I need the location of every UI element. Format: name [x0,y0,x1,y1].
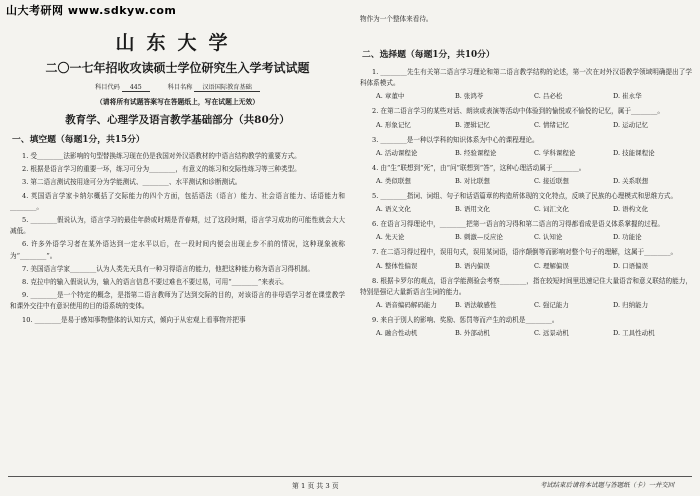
section-choice-title: 二、选择题（每题1分，共10分） [362,50,495,60]
choice-options [376,300,692,311]
choice-option: A. 活动课程论 [376,148,418,157]
left-column [10,14,345,474]
section-fill-title: 一、填空题（每题1分，共15分） [12,135,145,145]
choice-option: C. 词汇文化 [534,205,569,214]
fill-question: 2. 根据是语言学习的重要一环，练习可分为________，有意义的练习和交际性练习等三种类型。 [22,165,301,174]
subject-title: 教育学、心理学及语言教学基础部分（共80分） [65,114,290,126]
choice-option: C. 认知论 [534,233,563,242]
choice-option: A. 整体性偏误 [376,261,418,270]
footer-rule [8,476,692,477]
name-label: 科目名称 [167,84,193,91]
page-number: 第 1 页 共 3 页 [292,482,339,490]
choice-questions [360,67,692,339]
choice-option: B. 语内偏误 [455,261,490,270]
choice-option: B. 语法敏感性 [455,301,497,310]
answer-notice: （请将所有试题答案写在答题纸上，写在试题上无效） [95,98,260,106]
choice-option: C. 情绪记忆 [534,120,569,129]
choice-option: D. 归纳能力 [613,301,649,310]
choice-option: C. 吕必松 [534,92,563,101]
choice-option: A. 语义文化 [376,205,411,214]
choice-option: B. 刺激—反应论 [455,233,503,242]
choice-question: 4. 由“生”联想到“死”，由“问”联想到“答”，这种心理活动属于________。 [372,163,586,172]
choice-question: 2. 在第二语言学习的某些对话、朗读或表演等活动中体验到的愉悦或不愉悦的记忆，属于________。 [372,107,664,116]
choice-question: 5. ________指词、词组、句子和话语篇章的构造所体现的文化特点，反映了民族的心理模式和思维方式。 [372,192,678,201]
fill-question: 9. ________是一个特定的概念，是指第二语言教师为了达到交际的目的，对该语言的非母语学习者在课堂教学和课外交往中有意识使用的目的语系统的变体。 [10,291,345,311]
name-value: 汉语国际教育基础 [194,84,260,92]
choice-option: B. 经验课程论 [455,148,497,157]
choice-option: B. 张鸿苓 [455,92,484,101]
watermark: 山大考研网 www.sdkyw.com [6,4,177,17]
fill-question: 10. ________是易于感知事物整体的认知方式，倾向于从宏观上看事物并把事 [22,315,246,324]
fill-question: 5. ________假说认为，语言学习的最佳年龄或时期是青春期，过了这段时期，语言学习成功的可能性就会大大减低。 [10,216,345,236]
choice-question: 6. 在语言习得理论中，________把第一语言的习得和第二语言的习得都看成是语义体系掌握的过程。 [372,220,664,229]
choice-option: A. 语音编码解码能力 [376,301,437,310]
choice-question: 7. 在二语习得过程中，误用句式，误用某词语，语序颠倒等而影响对整个句子的理解，这属于________。 [372,248,678,257]
choice-option: D. 功能论 [613,233,642,242]
choice-options [376,91,692,102]
choice-option: D. 运动记忆 [613,120,649,129]
fill-question: 1. 受________法影响的句型替换练习现在仍是我国对外汉语教材的中语言结构教学的重要方式。 [22,152,301,160]
choice-option: A. 融合性动机 [376,329,418,338]
choice-option: C. 理解偏误 [534,261,569,270]
right-column [360,14,692,474]
choice-option: D. 工具性动机 [613,329,655,338]
choice-option: C. 学科课程论 [534,148,576,157]
choice-option: A. 先天论 [376,233,405,242]
choice-option: D. 崔永华 [613,92,642,101]
code-value: 445 [122,84,150,92]
choice-option: C. 强记能力 [534,301,569,310]
footer-note: 考试结束后请将本试题与答题纸（卡）一并交回 [540,481,675,489]
choice-option: B. 对比联想 [455,177,490,186]
choice-options [376,148,692,159]
fill-question: 3. 第二语言测试按用途可分为学能测试、________、水平测试和诊断测试。 [22,178,242,187]
continuation-text: 物作为一个整体来看待。 [360,15,433,23]
choice-option: D. 技能课程论 [613,148,655,157]
choice-option: A. 类似联想 [376,177,411,186]
choice-option: C. 接近联想 [534,177,569,186]
choice-options [376,232,692,243]
choice-question: 8. 根据卡罗尔的观点，语言学能测验会考察________，指在较短时间里迅速记住大量语音和意义联结的能力，特别是强记大量新语言生词的能力。 [360,276,692,296]
subject-meta [10,82,345,91]
choice-option: A. 章董中 [376,92,405,101]
choice-options [376,261,692,272]
choice-options [376,204,692,215]
university-name: 山东大学 [115,32,240,54]
choice-option: B. 逻辑记忆 [455,120,490,129]
choice-question: 1. ________先生有关第二语言学习理论和第二语言教学结构的论述，第一次在对外汉语教学领域明确提出了学科体系模式。 [360,68,692,88]
choice-option: C. 远景动机 [534,329,569,338]
exam-title: 二〇一七年招收攻读硕士学位研究生入学考试试题 [45,61,310,75]
choice-option: B. 外部动机 [455,329,490,338]
choice-question: 9. 来自于别人的影响、奖励、惩罚等而产生的动机是________。 [372,316,559,325]
fill-question: 4. 英国语言学家卡纳尔概括了交际能力的四个方面，包括语法（语言）能力、社会语言能力、话语能力和________。 [10,191,345,211]
fill-questions [10,151,345,326]
choice-option: D. 语构文化 [613,205,649,214]
fill-question: 8. 克拉申的输入假说认为，输入的语言信息不要过难也不要过易，可用“________”来表示。 [22,278,288,287]
choice-options [376,176,692,187]
fill-question: 6. 许多外语学习者在某外语达到一定水平以后，在一段时间内便会出现止步不前的情况，这种现象被称为“________”。 [10,240,345,260]
choice-options [376,328,692,339]
choice-option: B. 语用文化 [455,205,490,214]
choice-option: D. 口语偏误 [613,261,649,270]
choice-option: A. 形象记忆 [376,120,411,129]
fill-question: 7. 美国语言学家________认为人类先天具有一种习得语言的能力，他把这种能力称为语言习得机制。 [22,264,314,273]
choice-question: 3. ________是一种以学科的知识体系为中心的课程理论。 [372,135,539,144]
choice-options [376,120,692,131]
choice-option: D. 关系联想 [613,177,649,186]
code-label: 科目代码 [95,84,120,91]
